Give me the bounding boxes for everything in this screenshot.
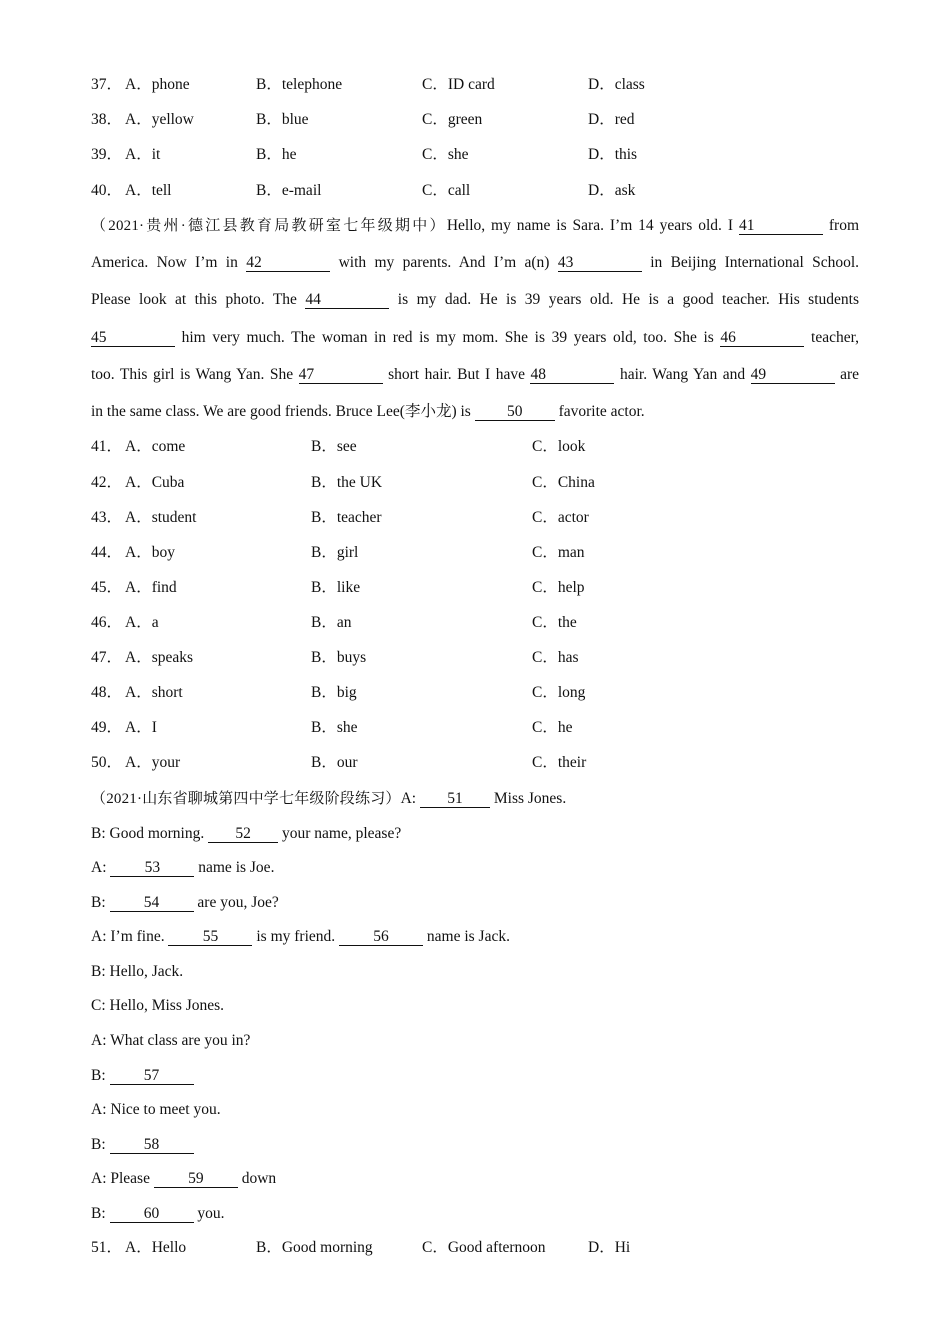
question-51	[91, 1238, 791, 1258]
dialogue-line-2: B: Good morning. 52 your name, please?	[91, 825, 402, 842]
option-c: C．he	[532, 719, 573, 736]
option-c: C．China	[532, 474, 595, 491]
option-b: B．she	[311, 719, 358, 736]
passage-line-3: Please look at this photo. The 44 is my dad. He is 39 years old. He is a good teacher. His students	[91, 291, 859, 308]
question-number: 44．	[91, 544, 123, 561]
question-number: 40．	[91, 182, 123, 199]
option-c: C．man	[532, 544, 585, 561]
dialogue-line-3: A: 53 name is Joe.	[91, 859, 275, 876]
question-number: 46．	[91, 614, 123, 631]
question-number: 38．	[91, 111, 123, 128]
option-a: A．Hello	[125, 1239, 187, 1256]
option-b: B．an	[311, 614, 352, 631]
question-42	[91, 473, 711, 493]
option-a: A．speaks	[125, 649, 194, 666]
option-b: B．our	[311, 754, 358, 771]
option-a: A．your	[125, 754, 181, 771]
question-number: 50．	[91, 754, 123, 771]
option-c: C．call	[422, 182, 471, 199]
dialogue-line-7: C: Hello, Miss Jones.	[91, 997, 225, 1014]
dialogue-line-6: B: Hello, Jack.	[91, 963, 184, 980]
question-49	[91, 718, 711, 738]
option-c: C．long	[532, 684, 586, 701]
blank-54: 54	[110, 894, 194, 912]
option-c: C．has	[532, 649, 579, 666]
question-41	[91, 437, 711, 457]
question-number: 37．	[91, 76, 123, 93]
option-b: B．telephone	[256, 76, 343, 93]
passage-line-2: America. Now I’m in 42 with my parents. And I’m a(n) 43 in Beijing International School.	[91, 254, 860, 271]
option-c: C．the	[532, 614, 577, 631]
dialogue-line-12: A: Please 59 down	[91, 1170, 277, 1187]
dialogue-line-9: B: 57	[91, 1066, 194, 1086]
question-47	[91, 648, 711, 668]
blank-42: 42	[246, 254, 330, 272]
passage-line-6: in the same class. We are good friends. Bruce Lee(李小龙) is 50 favorite actor.	[91, 403, 645, 420]
question-50	[91, 753, 711, 773]
option-a: A．I	[125, 719, 157, 736]
question-46	[91, 613, 711, 633]
question-43	[91, 508, 711, 528]
option-a: A．short	[125, 684, 183, 701]
blank-52: 52	[208, 825, 278, 843]
option-a: A．student	[125, 509, 197, 526]
option-a: A．find	[125, 579, 177, 596]
blank-41: 41	[739, 217, 823, 235]
question-45	[91, 578, 711, 598]
option-a: A．Cuba	[125, 474, 185, 491]
blank-53: 53	[110, 859, 194, 877]
option-b: B．girl	[311, 544, 359, 561]
option-c: C．look	[532, 438, 586, 455]
blank-43: 43	[558, 254, 642, 272]
blank-46: 46	[720, 329, 804, 347]
option-a: A．boy	[125, 544, 175, 561]
option-b: B．like	[311, 579, 361, 596]
blank-49: 49	[751, 366, 835, 384]
blank-47: 47	[299, 366, 383, 384]
dialogue-line-8: A: What class are you in?	[91, 1032, 251, 1049]
question-number: 45．	[91, 579, 123, 596]
blank-50: 50	[475, 403, 555, 421]
question-number: 39．	[91, 146, 123, 163]
option-c: C．help	[532, 579, 585, 596]
question-number: 48．	[91, 684, 123, 701]
blank-56: 56	[339, 928, 423, 946]
question-44	[91, 543, 711, 563]
option-b: B．see	[311, 438, 357, 455]
option-c: C．their	[532, 754, 587, 771]
option-c: C．ID card	[422, 76, 495, 93]
option-d: D．ask	[588, 182, 636, 199]
option-b: B．he	[256, 146, 297, 163]
blank-59: 59	[154, 1170, 238, 1188]
dialogue-source: （2021·山东省聊城第四中学七年级阶段练习）	[91, 791, 401, 807]
option-d: D．class	[588, 76, 645, 93]
option-d: D．this	[588, 146, 638, 163]
blank-55: 55	[168, 928, 252, 946]
question-38	[91, 110, 791, 130]
blank-58: 58	[110, 1136, 194, 1154]
option-a: A．a	[125, 614, 159, 631]
option-b: B．big	[311, 684, 357, 701]
blank-48: 48	[530, 366, 614, 384]
blank-57: 57	[110, 1067, 194, 1085]
blank-60: 60	[110, 1205, 194, 1223]
option-b: B．blue	[256, 111, 309, 128]
question-number: 51．	[91, 1239, 123, 1256]
blank-45: 45	[91, 329, 175, 347]
dialogue-line-13: B: 60 you.	[91, 1205, 225, 1222]
option-d: D．Hi	[588, 1239, 631, 1256]
dialogue-line-11: B: 58	[91, 1135, 194, 1155]
option-b: B．teacher	[311, 509, 382, 526]
option-a: A．phone	[125, 76, 190, 93]
question-number: 42．	[91, 474, 123, 491]
option-c: C．green	[422, 111, 483, 128]
option-c: C．actor	[532, 509, 589, 526]
option-a: A．it	[125, 146, 161, 163]
option-c: C．Good afternoon	[422, 1239, 546, 1256]
option-b: B．the UK	[311, 474, 383, 491]
blank-44: 44	[305, 291, 389, 309]
passage-line-1: （2021·贵州·德江县教育局教研室七年级期中）Hello, my name is Sara. I’m 14 years old. I 41 from	[91, 217, 860, 234]
option-d: D．red	[588, 111, 635, 128]
passage-line-4: 45 him very much. The woman in red is my mom. She is 39 years old, too. She is 46 teacher,	[91, 329, 860, 346]
dialogue-line-5: A: I’m fine. 55 is my friend. 56 name is Jack.	[91, 928, 510, 945]
option-a: A．yellow	[125, 111, 194, 128]
question-48	[91, 683, 711, 703]
option-b: B．e-mail	[256, 182, 322, 199]
passage-line-5: too. This girl is Wang Yan. She 47 short hair. But I have 48 hair. Wang Yan and 49 are	[91, 366, 860, 383]
dialogue-line-1: （2021·山东省聊城第四中学七年级阶段练习）A: 51 Miss Jones.	[91, 790, 567, 807]
question-number: 49．	[91, 719, 123, 736]
option-c: C．she	[422, 146, 469, 163]
question-37	[91, 75, 791, 95]
question-40	[91, 181, 791, 201]
option-b: B．buys	[311, 649, 367, 666]
option-a: A．tell	[125, 182, 172, 199]
dialogue-line-4: B: 54 are you, Joe?	[91, 894, 279, 911]
question-39	[91, 145, 791, 165]
option-b: B．Good morning	[256, 1239, 373, 1256]
question-number: 43．	[91, 509, 123, 526]
dialogue-line-10: A: Nice to meet you.	[91, 1101, 221, 1118]
question-number: 41．	[91, 438, 123, 455]
blank-51: 51	[420, 790, 490, 808]
question-number: 47．	[91, 649, 123, 666]
option-a: A．come	[125, 438, 186, 455]
passage-source: （2021·贵州·德江县教育局教研室七年级期中）	[91, 218, 447, 234]
